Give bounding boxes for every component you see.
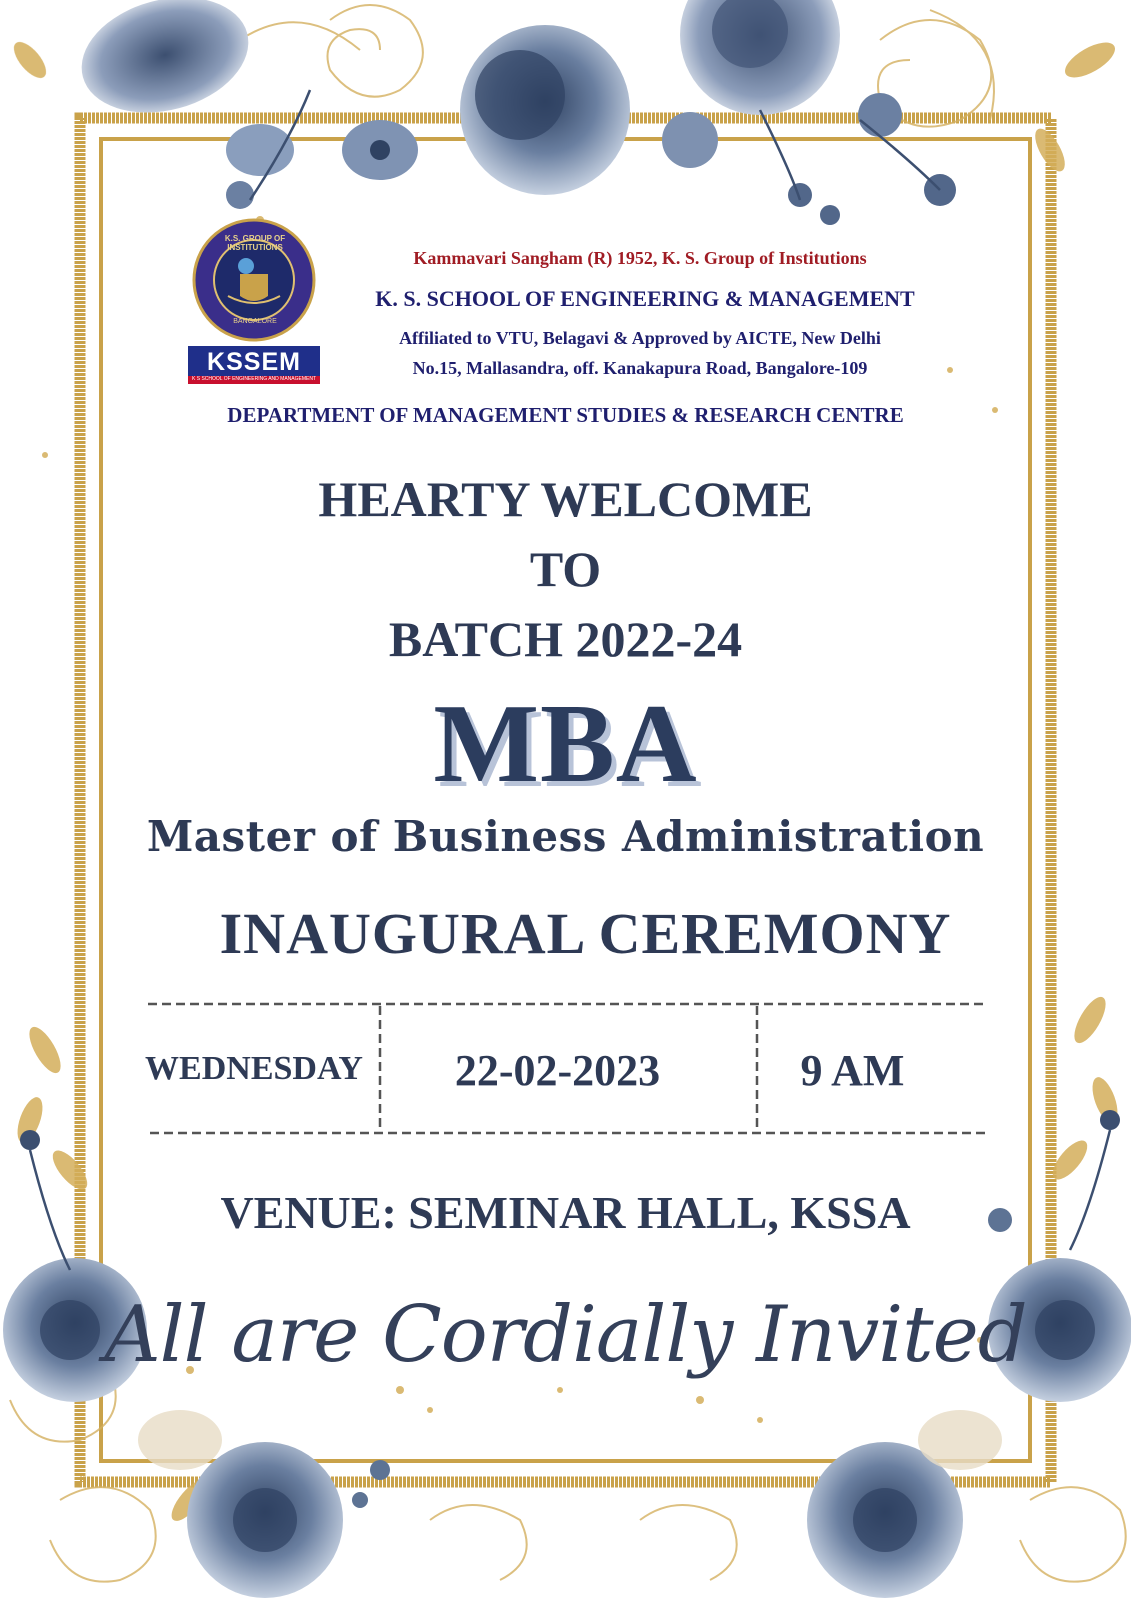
department-title: DEPARTMENT OF MANAGEMENT STUDIES & RESEARCH CENTRE — [227, 403, 904, 427]
header-affiliation: Affiliated to VTU, Belagavi & Approved by AICTE, New Delhi — [399, 328, 881, 348]
event-day: WEDNESDAY — [145, 1050, 363, 1087]
invitation-line: All are Cordially Invited — [104, 1290, 1027, 1380]
event-title: INAUGURAL CEREMONY — [219, 901, 952, 966]
welcome-line-2: TO — [529, 541, 602, 597]
event-time: 9 AM — [800, 1046, 905, 1095]
welcome-line-1: HEARTY WELCOME — [318, 471, 813, 527]
header-org: Kammavari Sangham (R) 1952, K. S. Group of Institutions — [413, 248, 867, 268]
header-school: K. S. SCHOOL OF ENGINEERING & MANAGEMENT — [375, 286, 915, 311]
logo-ring-text: K.S. GROUP OF INSTITUTIONS — [224, 234, 286, 252]
logo-brand: KSSEM — [207, 348, 301, 376]
program-full: Master of Business Administration — [146, 812, 985, 861]
logo-subtitle: K S SCHOOL OF ENGINEERING AND MANAGEMENT — [192, 376, 316, 382]
program-short: MBA — [433, 682, 698, 806]
welcome-line-3: BATCH 2022-24 — [388, 611, 743, 667]
event-date: 22-02-2023 — [454, 1046, 661, 1095]
event-venue: VENUE: SEMINAR HALL, KSSA — [220, 1187, 911, 1238]
header-address: No.15, Mallasandra, off. Kanakapura Road, Bangalore-109 — [412, 358, 868, 378]
logo-city: BANGALORE — [233, 318, 277, 325]
